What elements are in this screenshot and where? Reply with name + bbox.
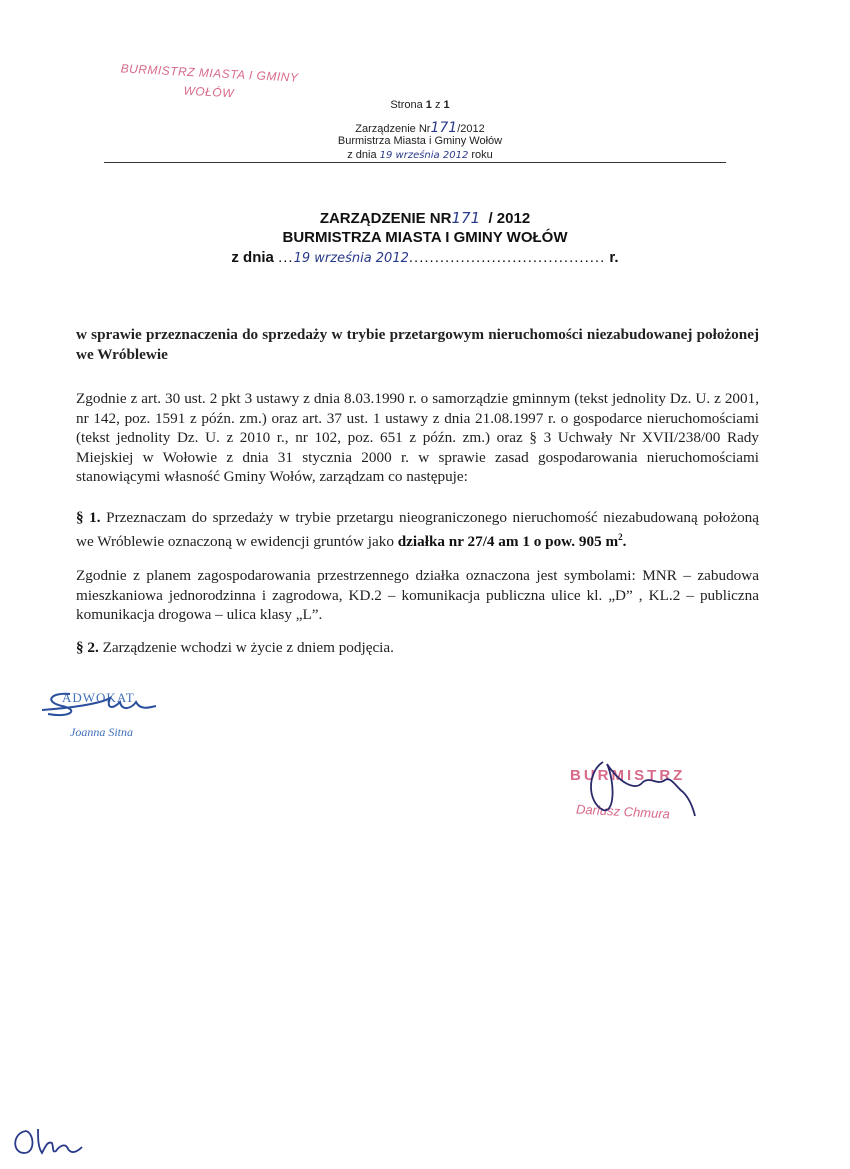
title-line-1: ZARZĄDZENIE NR171 / 2012 xyxy=(319,209,531,227)
header-rule xyxy=(104,162,726,163)
authority-stamp xyxy=(119,59,299,107)
title-line-3: z dnia ...19 września 2012...................................... r. xyxy=(231,249,619,266)
section-1-label: § 1. xyxy=(76,509,101,526)
advocate-name: Joanna Sitna xyxy=(70,725,133,739)
handwritten-title-number: 171 xyxy=(451,209,481,227)
stamp-line-1: BURMISTRZ MIASTA I GMINY xyxy=(120,61,299,85)
title-line-2: BURMISTRZA MIASTA I GMINY WOŁÓW xyxy=(282,229,568,246)
mayor-stamp-name: Dariusz Chmura xyxy=(575,801,671,822)
section-2-label: § 2. xyxy=(76,639,99,656)
section-2-paragraph: § 2. Zarządzenie wchodzi w życie z dniem podjęcia. xyxy=(76,639,394,656)
zoning-plan-paragraph: Zgodnie z planem zagospodarowania przestrzennego działka oznaczona jest symbolami: MNR – zabudowa mieszkaniowa jednorodzinna i zagrodowa, KD.2 – komunikacja publiczna ulice kl. „D” , KL.2 – publiczna komunikacja drogowa – ulica klasy „L”. xyxy=(76,567,759,623)
advocate-signature-scribble xyxy=(40,688,160,728)
parcel-description: działka nr 27/4 am 1 o pow. 905 $m^2$. xyxy=(397,531,627,550)
initials-scribble xyxy=(12,1125,92,1160)
mayor-signature-scribble xyxy=(585,752,705,822)
header-decree-line: Zarządzenie Nr171/2012 xyxy=(355,120,485,136)
decree-subject: w sprawie przeznaczenia do sprzedaży w trybie przetargowym nieruchomości niezabudowanej położonej we Wróblewie xyxy=(76,326,759,363)
stamp-line-2: WOŁÓW xyxy=(183,83,235,101)
header-date-line: z dnia 19 września 2012 roku xyxy=(347,149,493,161)
handwritten-header-date: 19 września 2012 xyxy=(379,150,469,161)
legal-basis-paragraph: Zgodnie z art. 30 ust. 2 pkt 3 ustawy z dnia 8.03.1990 r. o samorządzie gminnym (tekst jednolity Dz. U. z 2001, nr 142, poz. 1591 z późn. zm.) oraz art. 37 ust. 1 ustawy z dnia 21.08.1997 r. o gospodarce nieruchomościami (tekst jednolity Dz. U. z 2010 r., nr 102, poz. 651 z późn. zm.) oraz § 3 Uchwały Nr XVII/238/00 Rady Miejskiej w Wołowie z dnia 31 stycznia 2000 r. w sprawie zasad gospodarowania nieruchomościami stanowiącymi własność Gminy Wołów, zarządzam co następuje: xyxy=(76,390,759,485)
advocate-stamp: ADWOKAT xyxy=(62,690,135,705)
section-1-paragraph: § 1. Przeznaczam do sprzedaży w trybie przetargu nieograniczonego nieruchomość niezabudowaną położoną we Wróblewie oznaczoną w ewidencji gruntów jako działka nr 27/4 am 1 o pow. 905 $m^2$. xyxy=(76,509,760,550)
page-indicator: Strona 1 z 1 xyxy=(390,99,450,111)
handwritten-decree-number: 171 xyxy=(430,120,458,136)
handwritten-title-date: 19 września 2012 xyxy=(293,251,409,266)
mayor-stamp-title: BURMISTRZ xyxy=(570,767,686,784)
header-authority: Burmistrza Miasta i Gminy Wołów xyxy=(337,135,503,147)
